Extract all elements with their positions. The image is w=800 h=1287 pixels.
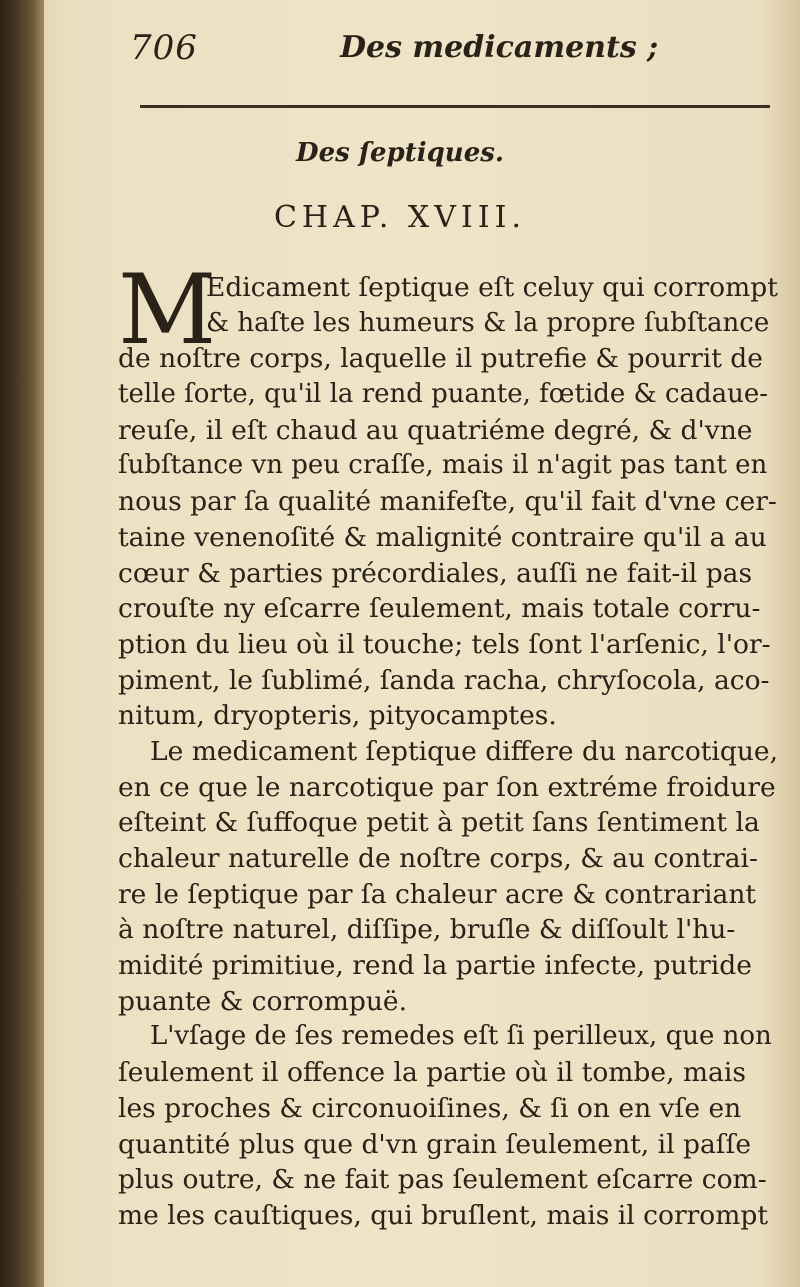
text-line: crouſte ny eſcarre ſeulement, mais totale corru- [118, 593, 761, 625]
text-line: Edicament ſeptique eſt celuy qui corrompt [206, 272, 778, 303]
text-line: ſubſtance vn peu craſſe, mais il n'agit pas tant en [118, 450, 768, 481]
text-line: me les cauſtiques, qui bruſlent, mais il corrompt [118, 1199, 769, 1231]
text-line: eſteint & ſuffoque petit à petit ſans ſentiment la [118, 807, 760, 839]
drop-cap: M [118, 254, 217, 366]
text-line: en ce que le narcotique par ſon extréme froidure [118, 771, 776, 803]
running-title: Des medicaments ; [340, 30, 659, 65]
body-text [118, 254, 779, 1234]
text-line: nitum, dryopteris, pityocamptes. [118, 700, 557, 732]
text-line: les proches & circonuoiſines, & ſi on en vſe en [118, 1092, 742, 1124]
book-spine [0, 0, 44, 1287]
chapter-title: CHAP. XVIII. [273, 200, 527, 235]
text-line: plus outre, & ne fait pas ſeulement eſcarre com- [118, 1164, 767, 1196]
text-line: taine venenoſité & malignité contraire qu'il a au [118, 521, 767, 553]
text-line: & haſte les humeurs & la propre ſubſtance [206, 307, 770, 338]
text-line: nous par ſa qualité manifeſte, qu'il fait d'vne cer- [118, 486, 777, 518]
paragraph-3 [118, 1019, 778, 1233]
text-line: midité primitiue, rend la partie infecte, putride [118, 950, 752, 982]
paragraph-1 [118, 254, 778, 734]
text-line: à noſtre naturel, diſſipe, bruſle & diſſoult l'hu- [118, 914, 736, 946]
text-line: ption du lieu où il touche; tels ſont l'arſenic, l'or- [118, 628, 771, 660]
text-line: cœur & parties précordiales, auſſi ne fait-il pas [118, 557, 753, 589]
text-line: puante & corrompuë. [118, 985, 408, 1017]
text-line: re le ſeptique par ſa chaleur acre & contrariant [118, 878, 757, 910]
text-line: quantité plus que d'vn grain ſeulement, il paſſe [118, 1128, 752, 1160]
page-number: 706 [130, 28, 198, 68]
header-rule [140, 105, 770, 108]
section-title: Des ſeptiques. [296, 138, 504, 168]
text-line: ſeulement il offence la partie où il tombe, mais [118, 1057, 746, 1089]
page-header [130, 22, 770, 72]
paragraph-2 [118, 734, 778, 1020]
text-line: L'vſage de ſes remedes eſt ſi perilleux, que non [150, 1021, 772, 1052]
text-line: piment, le ſublimé, ſanda racha, chryſocola, aco- [118, 664, 770, 696]
text-line: reuſe, il eſt chaud au quatriéme degré, & d'vne [118, 414, 753, 446]
text-line: chaleur naturelle de noſtre corps, & au contrai- [118, 843, 758, 874]
text-line: Le medicament ſeptique differe du narcotique, [150, 735, 779, 767]
text-line: de noſtre corps, laquelle il putrefie & pourrit de [118, 343, 763, 375]
text-line: telle ſorte, qu'il la rend puante, fœtide & cadaue- [118, 379, 769, 410]
